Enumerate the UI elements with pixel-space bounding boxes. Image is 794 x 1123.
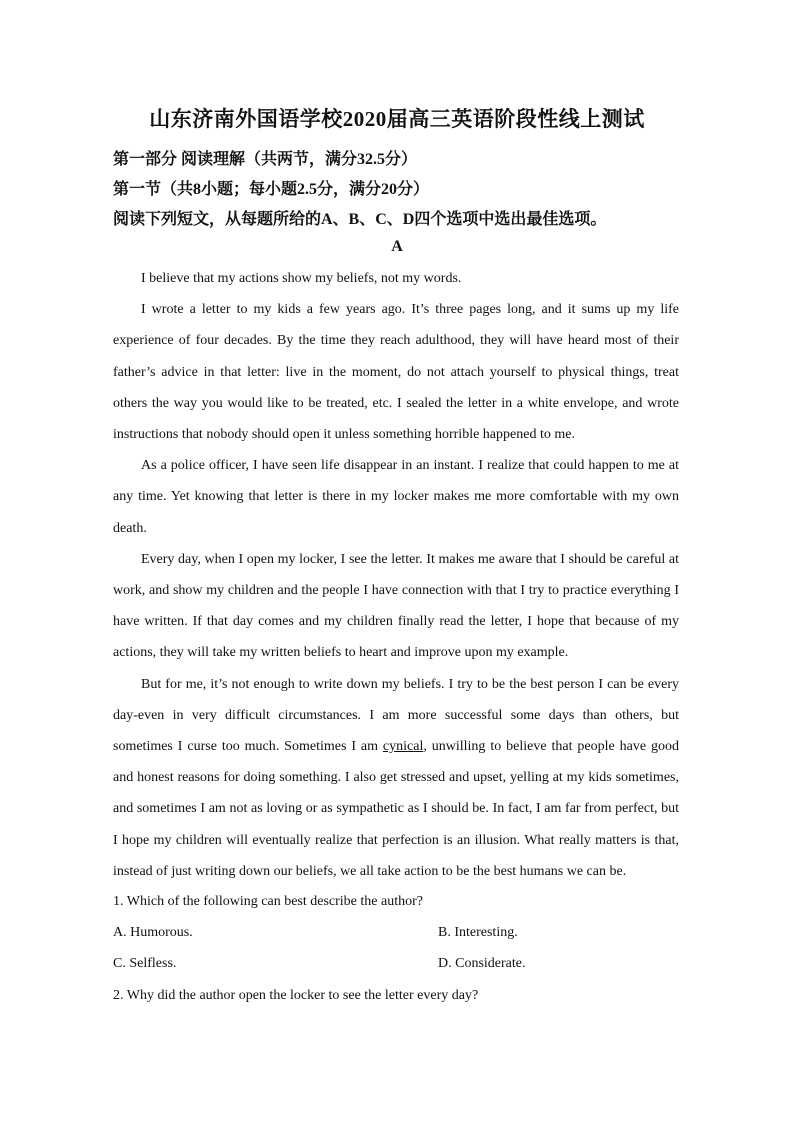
reading-passage [113, 263, 679, 887]
passage-label: A [391, 238, 403, 255]
question-1-option-a: A. Humorous. [113, 925, 193, 940]
paragraph-5-part-1: But for me, it’s not enough to write down my beliefs. I try to be the best person I can be every day-even in very difficult circumstances. I am more successful some days than others, but sometimes I curse too much. Sometimes I am [113, 676, 679, 755]
passage-paragraph-1: I believe that my actions show my beliefs, not my words. [141, 271, 462, 286]
part-heading: 第一部分 阅读理解（共两节，满分32.5分） [113, 151, 418, 168]
underlined-word: cynical [382, 739, 424, 755]
question-1-option-b: B. Interesting. [438, 925, 518, 940]
passage-paragraph-4: Every day, when I open my locker, I see the letter. It makes me aware that I should be careful at work, and show my children and the people I have connection with that I try to practice everything I have written. If that day comes and my children finally read the letter, I hope that because of my actions, they will take my written beliefs to heart and improve upon my example. [113, 551, 679, 661]
instructions: 阅读下列短文，从每题所给的A、B、C、D四个选项中选出最佳选项。 [113, 211, 607, 228]
question-1-option-d: D. Considerate. [438, 956, 526, 971]
question-1-option-c: C. Selfless. [113, 956, 177, 971]
section-heading: 第一节（共8小题；每小题2.5分，满分20分） [113, 181, 430, 198]
passage-paragraph-2: I wrote a letter to my kids a few years ago. It’s three pages long, and it sums up my life experience of four decades. By the time they reach adulthood, they will have heard most of their father’s advice in that letter: live in the moment, do not attach yourself to physical things, treat others the way you would like to be treated, etc. I sealed the letter in a white envelope, and wrote instructions that nobody should open it unless something horrible happened to me. [113, 302, 679, 443]
question-1-stem: 1. Which of the following can best describe the author? [113, 894, 423, 909]
question-2-stem: 2. Why did the author open the locker to see the letter every day? [113, 988, 479, 1003]
paragraph-5-part-2: , unwilling to believe that people have good and honest reasons for doing something. I also get stressed and upset, yelling at my kids sometimes, and sometimes I am not as loving or as sympathetic as I should be. In fact, I am far from perfect, but I hope my children will eventually realize that perfection is an illusion. What really matters is that, instead of just writing down our beliefs, we all take action to be the best humans we can be. [113, 739, 680, 879]
passage-paragraph-5 [113, 669, 679, 887]
passage-paragraph-3: As a police officer, I have seen life disappear in an instant. I realize that could happen to me at any time. Yet knowing that letter is there in my locker makes me more comfortable with my own death. [113, 458, 679, 536]
document-title: 山东济南外国语学校2020届高三英语阶段性线上测试 [149, 107, 645, 131]
